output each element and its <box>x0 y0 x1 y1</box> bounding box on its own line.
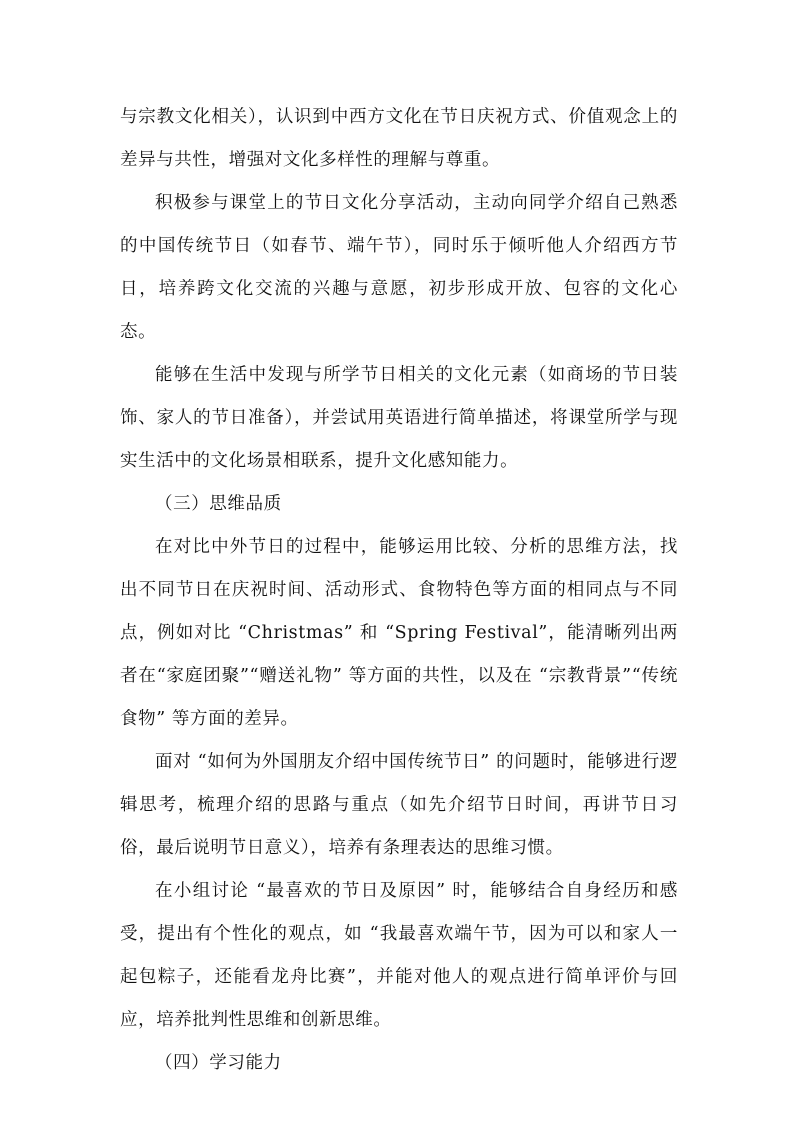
paragraph-continuation: 与宗教文化相关），认识到中西方文化在节日庆祝方式、价值观念上的差异与共性，增强对文化多样性的理解与尊重。 <box>120 107 678 170</box>
paragraph-cultural-elements: 能够在生活中发现与所学节日相关的文化元素（如商场的节日装饰、家人的节日准备），并尝试用英语进行简单描述，将课堂所学与现实生活中的文化场景相联系，提升文化感知能力。 <box>120 365 678 471</box>
section-heading-learning-ability: （四）学习能力 <box>155 1053 282 1073</box>
section-heading-thinking-quality: （三）思维品质 <box>155 494 282 514</box>
document-body <box>120 96 678 1085</box>
paragraph-logical-thinking: 面对 “如何为外国朋友介绍中国传统节日” 的问题时，能够进行逻辑思考，梳理介绍的思路与重点（如先介绍节日时间，再讲节日习俗，最后说明节日意义），培养有条理表达的思维习惯。 <box>120 752 678 858</box>
paragraph-group-discussion: 在小组讨论 “最喜欢的节日及原因” 时，能够结合自身经历和感受，提出有个性化的观点，如 “我最喜欢端午节，因为可以和家人一起包粽子，还能看龙舟比赛”，并能对他人的观点进行简单评价与回应，培养批判性思维和创新思维。 <box>120 881 678 1030</box>
paragraph-festival-sharing: 积极参与课堂上的节日文化分享活动，主动向同学介绍自己熟悉的中国传统节日（如春节、端午节），同时乐于倾听他人介绍西方节日，培养跨文化交流的兴趣与意愿，初步形成开放、包容的文化心态。 <box>120 193 678 342</box>
paragraph-comparison: 在对比中外节日的过程中，能够运用比较、分析的思维方法，找出不同节日在庆祝时间、活动形式、食物特色等方面的相同点与不同点，例如对比 “Christmas” 和 “Spring Festival”，能清晰列出两者在“家庭团聚”“赠送礼物” 等方面的共性，以及在 “宗教背景”“传统食物” 等方面的差异。 <box>120 537 678 729</box>
